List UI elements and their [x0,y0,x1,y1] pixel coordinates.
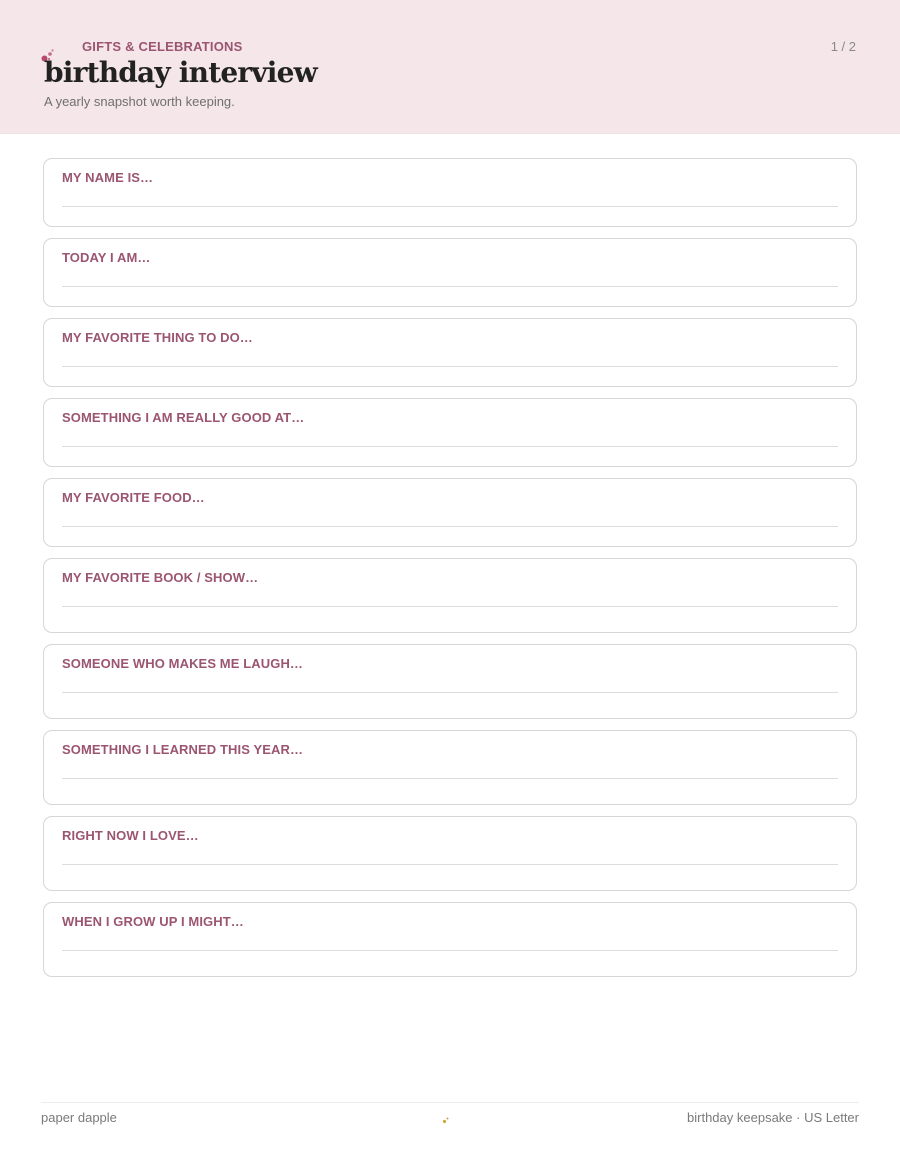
question-card-grow-up[interactable] [43,902,857,977]
question-label: SOMETHING I AM REALLY GOOD AT… [62,410,305,425]
question-card-favorite-book[interactable] [43,558,857,633]
answer-line [62,206,838,207]
question-label: SOMETHING I LEARNED THIS YEAR… [62,742,304,757]
answer-line [62,286,838,287]
page-indicator: 1 / 2 [830,39,856,54]
page-subtitle: A yearly snapshot worth keeping. [44,94,235,109]
answer-line [62,778,838,779]
question-card-favorite-thing[interactable] [43,318,857,387]
question-label: MY NAME IS… [62,170,154,185]
question-label: MY FAVORITE THING TO DO… [62,330,253,345]
footer-info: birthday keepsake · US Letter [687,1110,859,1125]
question-card-laugh[interactable] [43,644,857,719]
answer-line [62,446,838,447]
question-label: RIGHT NOW I LOVE… [62,828,199,843]
question-card-love[interactable] [43,816,857,891]
question-label: MY FAVORITE BOOK / SHOW… [62,570,259,585]
category-label: GIFTS & CELEBRATIONS [82,39,243,54]
page-title: birthday interview [44,56,317,89]
answer-line [62,606,838,607]
answer-line [62,864,838,865]
page-header [0,0,900,134]
answer-line [62,950,838,951]
answer-line [62,366,838,367]
question-label: WHEN I GROW UP I MIGHT… [62,914,244,929]
question-card-favorite-food[interactable] [43,478,857,547]
question-label: MY FAVORITE FOOD… [62,490,205,505]
question-list [43,158,857,988]
footer-brand: paper dapple [41,1110,117,1125]
question-card-good-at[interactable] [43,398,857,467]
question-label: TODAY I AM… [62,250,151,265]
answer-line [62,692,838,693]
footer-divider [41,1102,859,1103]
answer-line [62,526,838,527]
question-card-name[interactable] [43,158,857,227]
question-label: SOMEONE WHO MAKES ME LAUGH… [62,656,304,671]
question-card-age[interactable] [43,238,857,307]
question-card-learned[interactable] [43,730,857,805]
sparkle-dots-icon [442,1116,450,1124]
